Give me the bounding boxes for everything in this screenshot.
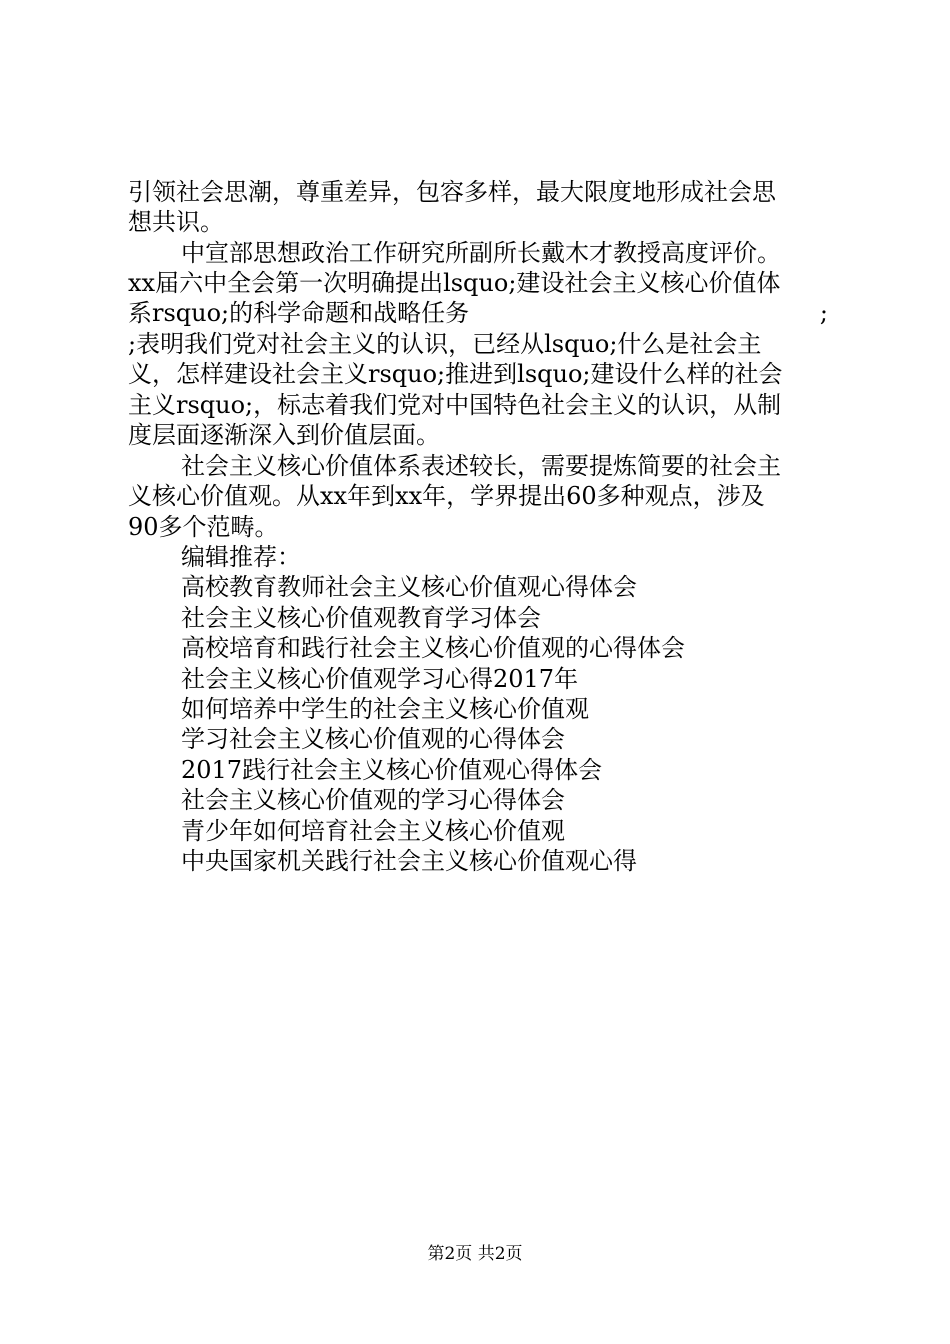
page-footer: 第2页 共2页 (427, 1244, 523, 1264)
body-line: 90多个范畴。 (128, 513, 279, 541)
recommend-link[interactable]: 如何培养中学生的社会主义核心价值观 (181, 695, 589, 723)
body-line: 引领社会思潮，尊重差异，包容多样，最大限度地形成社会思 (128, 178, 776, 206)
recommend-link[interactable]: 中央国家机关践行社会主义核心价值观心得 (181, 847, 637, 875)
body-line: 度层面逐渐深入到价值层面。 (128, 421, 440, 449)
recommend-link[interactable]: 社会主义核心价值观学习心得2017年 (181, 665, 579, 693)
body-line: ;表明我们党对社会主义的认识，已经从lsquo;什么是社会主 (128, 330, 762, 358)
recommend-link[interactable]: 高校培育和践行社会主义核心价值观的心得体会 (181, 634, 685, 662)
body-line-justified (128, 298, 828, 328)
body-line-text: 系rsquo;的科学命题和战略任务 (128, 299, 470, 327)
recommend-heading: 编辑推荐： (181, 543, 301, 571)
recommend-link[interactable]: 社会主义核心价值观教育学习体会 (181, 604, 541, 632)
body-line: 社会主义核心价值体系表述较长，需要提炼简要的社会主 (181, 452, 781, 480)
recommend-link[interactable]: 高校教育教师社会主义核心价值观心得体会 (181, 573, 637, 601)
body-line: 主义rsquo;，标志着我们党对中国特色社会主义的认识，从制 (128, 391, 782, 419)
body-line: 想共识。 (128, 208, 224, 236)
body-line: 义，怎样建设社会主义rsquo;推进到lsquo;建设什么样的社会 (128, 360, 783, 388)
body-line-tail: ; (819, 299, 828, 327)
body-line: xx届六中全会第一次明确提出lsquo;建设社会主义核心价值体 (128, 269, 781, 297)
recommend-link[interactable]: 青少年如何培育社会主义核心价值观 (181, 817, 565, 845)
recommend-link[interactable]: 社会主义核心价值观的学习心得体会 (181, 786, 565, 814)
body-line: 中宣部思想政治工作研究所副所长戴木才教授高度评价。 (181, 239, 781, 267)
recommend-link[interactable]: 学习社会主义核心价值观的心得体会 (181, 725, 565, 753)
recommend-link[interactable]: 2017践行社会主义核心价值观心得体会 (181, 756, 603, 784)
body-line: 义核心价值观。从xx年到xx年，学界提出60多种观点，涉及 (128, 482, 765, 510)
